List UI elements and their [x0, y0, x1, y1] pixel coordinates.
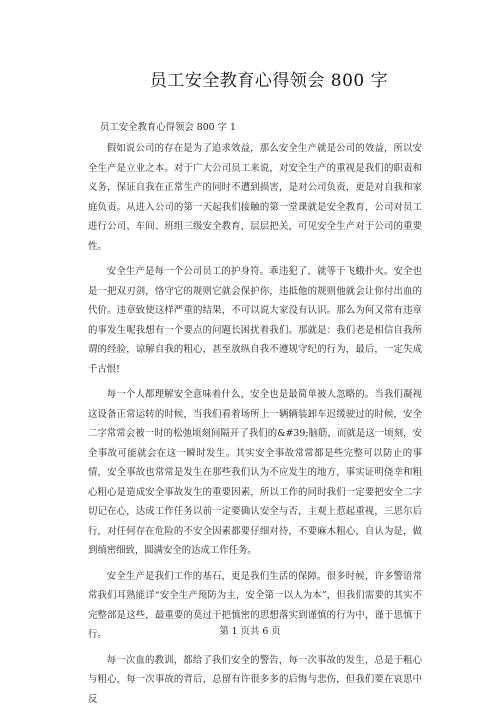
paragraph-3: 每一个人都理解安全意味着什么，安全也是最简单被人忽略的。当我们凝视这设备正常运转的时候，当我们看着场所上一辆辆装卸车迟缓驶过的时候，安全二字常常会被一时的松弛顷刻间隔开了我们的&#39;脑筋，而就是这一顷刻，安全事故可能就会在这一瞬时发生。其实安全事故常常都是些完整可以防止的事情，安全事故也常常是发生在那些我们认为不应发生的地方，事实证明侥幸和粗心粗心是造成安全事故发生的重要因素，所以工作的同时我们一定要把安全二字切记在心，达成工作任务以前一定要确认安全与否，主观上惹起重视，三思尔后行，对任何存在危险的不安全因素都要仔细对待，不要麻木粗心，自认为是，做到缜密细致，圆满安全的达成工作任务。 — [88, 389, 422, 556]
paragraph-5: 每一次血的教训，都给了我们安全的警告，每一次事故的发生，总是于粗心与粗心，每一次事故的背后，总留有许很多多的后悔与悲伤，但我们要在哀思中反 — [88, 654, 422, 705]
section-heading: 员工安全教育心得领会 800 字 1 — [100, 122, 236, 133]
page-footer: 第 1 页共 6 页 — [219, 626, 281, 637]
paragraph-2: 安全生产是每一个公司员工的护身符。乖违犯了，就等于飞蛾扑火。安全也是一把双刃剑，恪守它的规则它就会保护你，违抵他的规则他就会让你付出血的代价。违章致使这样严重的结果，不可以说大家没有认识。那么为何又常有违章的事发生呢我想有一个要点的问题长困扰着我们。那就是：我们老是相信自我所谓的经验，谅解自我的粗心，甚至放纵自我不遵规守纪的行为，最后，一定失成千古恨! — [88, 266, 422, 375]
document-title: 员工安全教育心得领会 800 字 — [149, 71, 389, 91]
paragraph-1: 假如说公司的存在是为了追求效益，那么安全生产就是公司的效益，所以安全生产是立业之本。对于广大公司员工来说，对安全生产的重视是我们的职责和义务，保证自我在正常生产的同时不遭到损害，是对公司负责，更是对自我和家庭负责。从进入公司的第一天起我们接触的第一堂课就是安全教育，公司对员工进行公司、车间、班组三级安全教育，层层把关，可见安全生产对于公司的重要性。 — [88, 143, 422, 252]
paragraph-4: 安全生产是我们工作的基石，更是我们生活的保障。很多时候，许多警语常常我们耳熟能详“安全生产预防为主，安全第一以人为本”，但我们需要的其实不完整部是这些，最重要的莫过于把慎密的思想落实到谨慎的行为中，谨于思慎于行。 — [88, 570, 422, 640]
